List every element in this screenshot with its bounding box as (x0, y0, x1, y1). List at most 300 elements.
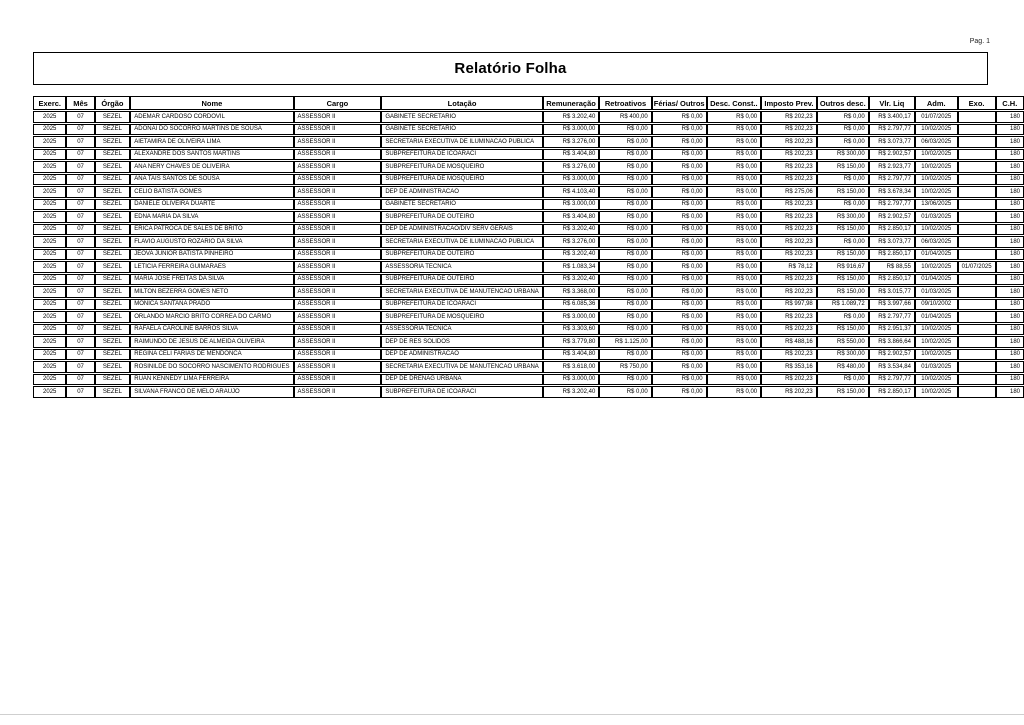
cell-remuneracao: R$ 3.000,00 (543, 311, 600, 323)
cell-retroativos: R$ 0,00 (599, 299, 651, 311)
cell-exerc: 2025 (33, 124, 66, 136)
column-header-remuneracao: Remuneração (543, 96, 600, 110)
cell-cargo: ASSESSOR II (294, 299, 382, 311)
column-header-outros-desc: Outros desc. (817, 96, 869, 110)
table-row (33, 374, 1024, 386)
table-row (33, 111, 1024, 123)
cell-mes: 07 (66, 311, 94, 323)
cell-lotacao: SECRETARIA EXECUTIVA DE MANUTENCAO URBANA (381, 361, 542, 373)
cell-lotacao: SECRETARIA EXECUTIVA DE ILUMINACAO PUBLICA (381, 136, 542, 148)
cell-lotacao: SECRETARIA EXECUTIVA DE MANUTENCAO URBANA (381, 286, 542, 298)
cell-adm: 10/02/2025 (915, 124, 958, 136)
table-row (33, 199, 1024, 211)
cell-cargo: ASSESSOR II (294, 311, 382, 323)
cell-exo (958, 286, 996, 298)
cell-ch: 180 (996, 361, 1024, 373)
cell-cargo: ASSESSOR II (294, 186, 382, 198)
cell-exerc: 2025 (33, 261, 66, 273)
cell-ferias-outros: R$ 0,00 (652, 299, 707, 311)
cell-vlr-liq: R$ 3.400,17 (869, 111, 915, 123)
cell-vlr-liq: R$ 3.678,34 (869, 186, 915, 198)
cell-nome: REGINA CELI FARIAS DE MENDONCA (130, 349, 293, 361)
cell-outros-desc: R$ 150,00 (817, 224, 869, 236)
cell-outros-desc: R$ 0,00 (817, 374, 869, 386)
column-header-orgao: Órgão (95, 96, 131, 110)
cell-ch: 180 (996, 174, 1024, 186)
cell-nome: RUAN KENNEDY LIMA FERREIRA (130, 374, 293, 386)
column-header-exerc: Exerc. (33, 96, 66, 110)
column-header-adm: Adm. (915, 96, 958, 110)
cell-ferias-outros: R$ 0,00 (652, 386, 707, 398)
cell-imposto-prev: R$ 202,23 (761, 111, 817, 123)
cell-exerc: 2025 (33, 174, 66, 186)
cell-ch: 180 (996, 349, 1024, 361)
cell-remuneracao: R$ 3.404,80 (543, 349, 600, 361)
cell-nome: ERICA PATROCA DE SALES DE BRITO (130, 224, 293, 236)
cell-ch: 180 (996, 199, 1024, 211)
cell-nome: ANA NERY CHAVES DE OLIVEIRA (130, 161, 293, 173)
cell-desc-const: R$ 0,00 (707, 374, 761, 386)
cell-imposto-prev: R$ 202,23 (761, 199, 817, 211)
cell-lotacao: DEP DE ADMINISTRACAO/DIV SERV GERAIS (381, 224, 542, 236)
cell-mes: 07 (66, 336, 94, 348)
cell-imposto-prev: R$ 202,23 (761, 124, 817, 136)
cell-imposto-prev: R$ 202,23 (761, 224, 817, 236)
cell-exo (958, 224, 996, 236)
cell-nome: ANA TAIS SANTOS DE SOUSA (130, 174, 293, 186)
cell-remuneracao: R$ 3.202,40 (543, 274, 600, 286)
table-row (33, 274, 1024, 286)
cell-cargo: ASSESSOR II (294, 286, 382, 298)
cell-mes: 07 (66, 111, 94, 123)
cell-vlr-liq: R$ 2.850,17 (869, 249, 915, 261)
cell-imposto-prev: R$ 202,23 (761, 274, 817, 286)
cell-imposto-prev: R$ 202,23 (761, 349, 817, 361)
table-row (33, 361, 1024, 373)
column-header-vlr-liq: Vlr. Liq (869, 96, 915, 110)
cell-mes: 07 (66, 274, 94, 286)
cell-ferias-outros: R$ 0,00 (652, 274, 707, 286)
cell-remuneracao: R$ 3.404,80 (543, 211, 600, 223)
cell-retroativos: R$ 400,00 (599, 111, 651, 123)
cell-nome: ADEMAR CARDOSO CORDOVIL (130, 111, 293, 123)
cell-exo (958, 386, 996, 398)
cell-vlr-liq: R$ 2.902,57 (869, 211, 915, 223)
column-header-mes: Mês (66, 96, 94, 110)
cell-lotacao: GABINETE SECRETARIO (381, 124, 542, 136)
cell-exerc: 2025 (33, 386, 66, 398)
cell-nome: MONICA SANTANA PRADO (130, 299, 293, 311)
cell-lotacao: GABINETE SECRETARIO (381, 199, 542, 211)
cell-remuneracao: R$ 3.276,00 (543, 236, 600, 248)
cell-remuneracao: R$ 3.618,00 (543, 361, 600, 373)
cell-mes: 07 (66, 386, 94, 398)
cell-orgao: SEZEL (95, 124, 131, 136)
cell-cargo: ASSESSOR II (294, 174, 382, 186)
cell-retroativos: R$ 0,00 (599, 261, 651, 273)
cell-orgao: SEZEL (95, 261, 131, 273)
cell-desc-const: R$ 0,00 (707, 161, 761, 173)
cell-exo (958, 174, 996, 186)
cell-cargo: ASSESSOR II (294, 274, 382, 286)
cell-desc-const: R$ 0,00 (707, 274, 761, 286)
cell-ch: 180 (996, 286, 1024, 298)
cell-adm: 09/10/2002 (915, 299, 958, 311)
cell-orgao: SEZEL (95, 299, 131, 311)
cell-vlr-liq: R$ 3.073,77 (869, 136, 915, 148)
cell-imposto-prev: R$ 275,06 (761, 186, 817, 198)
cell-ch: 180 (996, 149, 1024, 161)
cell-adm: 01/04/2025 (915, 311, 958, 323)
cell-imposto-prev: R$ 202,23 (761, 161, 817, 173)
cell-orgao: SEZEL (95, 161, 131, 173)
cell-mes: 07 (66, 124, 94, 136)
cell-ferias-outros: R$ 0,00 (652, 249, 707, 261)
cell-imposto-prev: R$ 202,23 (761, 374, 817, 386)
cell-exo (958, 349, 996, 361)
cell-ferias-outros: R$ 0,00 (652, 149, 707, 161)
table-row (33, 161, 1024, 173)
cell-retroativos: R$ 0,00 (599, 274, 651, 286)
cell-adm: 10/02/2025 (915, 324, 958, 336)
cell-exerc: 2025 (33, 136, 66, 148)
cell-exo (958, 161, 996, 173)
cell-retroativos: R$ 0,00 (599, 174, 651, 186)
cell-adm: 10/02/2025 (915, 186, 958, 198)
cell-orgao: SEZEL (95, 349, 131, 361)
cell-orgao: SEZEL (95, 211, 131, 223)
cell-vlr-liq: R$ 2.850,17 (869, 274, 915, 286)
cell-mes: 07 (66, 186, 94, 198)
cell-ferias-outros: R$ 0,00 (652, 174, 707, 186)
cell-ch: 180 (996, 336, 1024, 348)
cell-ferias-outros: R$ 0,00 (652, 261, 707, 273)
cell-remuneracao: R$ 3.404,80 (543, 149, 600, 161)
cell-remuneracao: R$ 6.085,36 (543, 299, 600, 311)
table-row (33, 349, 1024, 361)
table-row (33, 311, 1024, 323)
cell-desc-const: R$ 0,00 (707, 336, 761, 348)
cell-remuneracao: R$ 3.202,40 (543, 224, 600, 236)
cell-adm: 06/03/2025 (915, 136, 958, 148)
cell-cargo: ASSESSOR II (294, 361, 382, 373)
cell-desc-const: R$ 0,00 (707, 174, 761, 186)
cell-outros-desc: R$ 0,00 (817, 111, 869, 123)
cell-cargo: ASSESSOR II (294, 249, 382, 261)
cell-cargo: ASSESSOR II (294, 374, 382, 386)
cell-orgao: SEZEL (95, 186, 131, 198)
cell-outros-desc: R$ 150,00 (817, 286, 869, 298)
cell-exerc: 2025 (33, 224, 66, 236)
table-row (33, 261, 1024, 273)
cell-retroativos: R$ 0,00 (599, 349, 651, 361)
cell-desc-const: R$ 0,00 (707, 261, 761, 273)
cell-retroativos: R$ 0,00 (599, 186, 651, 198)
cell-orgao: SEZEL (95, 361, 131, 373)
cell-imposto-prev: R$ 353,16 (761, 361, 817, 373)
cell-outros-desc: R$ 150,00 (817, 386, 869, 398)
payroll-table (33, 95, 1024, 399)
cell-vlr-liq: R$ 88,55 (869, 261, 915, 273)
cell-lotacao: SECRETARIA EXECUTIVA DE ILUMINACAO PUBLICA (381, 236, 542, 248)
cell-desc-const: R$ 0,00 (707, 324, 761, 336)
cell-desc-const: R$ 0,00 (707, 149, 761, 161)
cell-imposto-prev: R$ 202,23 (761, 324, 817, 336)
column-header-ferias-outros: Férias/ Outros (652, 96, 707, 110)
cell-exo (958, 124, 996, 136)
cell-cargo: ASSESSOR II (294, 199, 382, 211)
cell-exerc: 2025 (33, 111, 66, 123)
table-row (33, 286, 1024, 298)
cell-adm: 01/03/2025 (915, 361, 958, 373)
cell-lotacao: SUBPREFEITURA DE OUTEIRO (381, 274, 542, 286)
cell-adm: 01/04/2025 (915, 274, 958, 286)
cell-ch: 180 (996, 124, 1024, 136)
cell-orgao: SEZEL (95, 224, 131, 236)
cell-ch: 180 (996, 374, 1024, 386)
cell-imposto-prev: R$ 202,23 (761, 136, 817, 148)
cell-mes: 07 (66, 199, 94, 211)
cell-lotacao: SUBPREFEITURA DE MOSQUEIRO (381, 174, 542, 186)
cell-outros-desc: R$ 550,00 (817, 336, 869, 348)
cell-lotacao: SUBPREFEITURA DE MOSQUEIRO (381, 311, 542, 323)
cell-cargo: ASSESSOR II (294, 111, 382, 123)
cell-desc-const: R$ 0,00 (707, 236, 761, 248)
cell-exerc: 2025 (33, 311, 66, 323)
cell-mes: 07 (66, 161, 94, 173)
cell-desc-const: R$ 0,00 (707, 361, 761, 373)
cell-vlr-liq: R$ 2.902,57 (869, 349, 915, 361)
payroll-table-header (33, 96, 1024, 110)
cell-remuneracao: R$ 3.000,00 (543, 374, 600, 386)
cell-lotacao: SUBPREFEITURA DE ICOARACI (381, 299, 542, 311)
cell-lotacao: GABINETE SECRETARIO (381, 111, 542, 123)
cell-orgao: SEZEL (95, 249, 131, 261)
column-header-exo: Exo. (958, 96, 996, 110)
page-number-label: Pag. 1 (969, 38, 990, 45)
cell-mes: 07 (66, 236, 94, 248)
cell-desc-const: R$ 0,00 (707, 249, 761, 261)
cell-ferias-outros: R$ 0,00 (652, 211, 707, 223)
table-row (33, 386, 1024, 398)
cell-vlr-liq: R$ 2.850,17 (869, 224, 915, 236)
cell-ferias-outros: R$ 0,00 (652, 136, 707, 148)
cell-outros-desc: R$ 300,00 (817, 349, 869, 361)
cell-cargo: ASSESSOR II (294, 136, 382, 148)
cell-adm: 10/02/2025 (915, 386, 958, 398)
table-row (33, 174, 1024, 186)
cell-mes: 07 (66, 174, 94, 186)
cell-exo (958, 374, 996, 386)
cell-ferias-outros: R$ 0,00 (652, 111, 707, 123)
cell-lotacao: DEP DE ADMINISTRACAO (381, 349, 542, 361)
cell-remuneracao: R$ 1.083,34 (543, 261, 600, 273)
cell-orgao: SEZEL (95, 386, 131, 398)
cell-ch: 180 (996, 186, 1024, 198)
cell-exerc: 2025 (33, 236, 66, 248)
column-header-desc-const: Desc. Const.. (707, 96, 761, 110)
cell-exerc: 2025 (33, 324, 66, 336)
table-row (33, 149, 1024, 161)
cell-exo (958, 249, 996, 261)
cell-adm: 01/04/2025 (915, 249, 958, 261)
cell-ch: 180 (996, 274, 1024, 286)
cell-cargo: ASSESSOR II (294, 261, 382, 273)
column-header-imposto-prev: Imposto Prev. (761, 96, 817, 110)
table-row (33, 186, 1024, 198)
cell-exo: 01/07/2025 (958, 261, 996, 273)
cell-retroativos: R$ 0,00 (599, 211, 651, 223)
cell-outros-desc: R$ 0,00 (817, 174, 869, 186)
cell-vlr-liq: R$ 3.073,77 (869, 236, 915, 248)
cell-lotacao: SUBPREFEITURA DE ICOARACI (381, 149, 542, 161)
cell-lotacao: SUBPREFEITURA DE ICOARACI (381, 386, 542, 398)
cell-desc-const: R$ 0,00 (707, 186, 761, 198)
cell-remuneracao: R$ 3.368,00 (543, 286, 600, 298)
cell-exo (958, 274, 996, 286)
cell-retroativos: R$ 0,00 (599, 161, 651, 173)
cell-exo (958, 336, 996, 348)
cell-orgao: SEZEL (95, 111, 131, 123)
header-row (33, 96, 1024, 110)
cell-cargo: ASSESSOR II (294, 324, 382, 336)
cell-nome: CELIO BATISTA GOMES (130, 186, 293, 198)
cell-ferias-outros: R$ 0,00 (652, 124, 707, 136)
cell-ch: 180 (996, 299, 1024, 311)
cell-exerc: 2025 (33, 274, 66, 286)
cell-nome: ROSINILDE DO SOCORRO NASCIMENTO RODRIGUES (130, 361, 293, 373)
cell-mes: 07 (66, 286, 94, 298)
cell-imposto-prev: R$ 78,12 (761, 261, 817, 273)
cell-imposto-prev: R$ 488,16 (761, 336, 817, 348)
cell-exo (958, 236, 996, 248)
cell-adm: 01/03/2025 (915, 286, 958, 298)
cell-adm: 10/02/2025 (915, 224, 958, 236)
cell-exerc: 2025 (33, 211, 66, 223)
cell-cargo: ASSESSOR II (294, 161, 382, 173)
cell-desc-const: R$ 0,00 (707, 286, 761, 298)
cell-desc-const: R$ 0,00 (707, 224, 761, 236)
cell-remuneracao: R$ 3.000,00 (543, 174, 600, 186)
cell-outros-desc: R$ 150,00 (817, 274, 869, 286)
cell-retroativos: R$ 1.125,00 (599, 336, 651, 348)
cell-vlr-liq: R$ 3.015,77 (869, 286, 915, 298)
column-header-ch: C.H. (996, 96, 1024, 110)
cell-adm: 06/03/2025 (915, 236, 958, 248)
cell-adm: 13/06/2025 (915, 199, 958, 211)
cell-exo (958, 149, 996, 161)
cell-retroativos: R$ 0,00 (599, 324, 651, 336)
cell-outros-desc: R$ 0,00 (817, 236, 869, 248)
cell-exo (958, 186, 996, 198)
cell-ferias-outros: R$ 0,00 (652, 199, 707, 211)
cell-vlr-liq: R$ 2.797,77 (869, 124, 915, 136)
column-header-retroativos: Retroativos (599, 96, 651, 110)
cell-vlr-liq: R$ 2.951,37 (869, 324, 915, 336)
cell-mes: 07 (66, 224, 94, 236)
cell-nome: AIETAMIRA DE OLIVEIRA LIMA (130, 136, 293, 148)
cell-adm: 10/02/2025 (915, 336, 958, 348)
cell-imposto-prev: R$ 997,98 (761, 299, 817, 311)
cell-exo (958, 311, 996, 323)
cell-desc-const: R$ 0,00 (707, 386, 761, 398)
cell-exerc: 2025 (33, 374, 66, 386)
cell-adm: 10/02/2025 (915, 149, 958, 161)
cell-ch: 180 (996, 161, 1024, 173)
table-row (33, 211, 1024, 223)
cell-ferias-outros: R$ 0,00 (652, 361, 707, 373)
table-row (33, 336, 1024, 348)
cell-orgao: SEZEL (95, 374, 131, 386)
cell-orgao: SEZEL (95, 286, 131, 298)
cell-vlr-liq: R$ 2.850,17 (869, 386, 915, 398)
cell-ch: 180 (996, 249, 1024, 261)
cell-ch: 180 (996, 324, 1024, 336)
table-row (33, 136, 1024, 148)
cell-ch: 180 (996, 261, 1024, 273)
cell-vlr-liq: R$ 2.797,77 (869, 199, 915, 211)
cell-ferias-outros: R$ 0,00 (652, 286, 707, 298)
cell-adm: 10/02/2025 (915, 349, 958, 361)
cell-lotacao: SUBPREFEITURA DE OUTEIRO (381, 249, 542, 261)
cell-remuneracao: R$ 3.202,40 (543, 386, 600, 398)
cell-outros-desc: R$ 150,00 (817, 249, 869, 261)
cell-cargo: ASSESSOR II (294, 211, 382, 223)
table-row (33, 124, 1024, 136)
cell-exerc: 2025 (33, 186, 66, 198)
cell-outros-desc: R$ 300,00 (817, 211, 869, 223)
cell-exo (958, 199, 996, 211)
cell-outros-desc: R$ 150,00 (817, 186, 869, 198)
cell-exerc: 2025 (33, 149, 66, 161)
cell-outros-desc: R$ 0,00 (817, 199, 869, 211)
cell-adm: 01/03/2025 (915, 211, 958, 223)
cell-outros-desc: R$ 1.089,72 (817, 299, 869, 311)
cell-mes: 07 (66, 249, 94, 261)
cell-exo (958, 211, 996, 223)
cell-mes: 07 (66, 149, 94, 161)
cell-exerc: 2025 (33, 286, 66, 298)
cell-desc-const: R$ 0,00 (707, 124, 761, 136)
cell-retroativos: R$ 0,00 (599, 124, 651, 136)
cell-orgao: SEZEL (95, 236, 131, 248)
cell-outros-desc: R$ 916,67 (817, 261, 869, 273)
cell-ferias-outros: R$ 0,00 (652, 161, 707, 173)
cell-imposto-prev: R$ 202,23 (761, 286, 817, 298)
cell-mes: 07 (66, 349, 94, 361)
cell-lotacao: ASSESSORIA TECNICA (381, 324, 542, 336)
table-row (33, 236, 1024, 248)
cell-ch: 180 (996, 111, 1024, 123)
cell-exo (958, 111, 996, 123)
cell-cargo: ASSESSOR II (294, 336, 382, 348)
cell-nome: MARIA JOSE FREITAS DA SILVA (130, 274, 293, 286)
cell-remuneracao: R$ 3.276,00 (543, 161, 600, 173)
cell-mes: 07 (66, 299, 94, 311)
table-row (33, 299, 1024, 311)
cell-orgao: SEZEL (95, 174, 131, 186)
cell-exerc: 2025 (33, 199, 66, 211)
cell-nome: RAIMUNDO DE JESUS DE ALMEIDA OLIVEIRA (130, 336, 293, 348)
cell-vlr-liq: R$ 3.997,66 (869, 299, 915, 311)
cell-imposto-prev: R$ 202,23 (761, 149, 817, 161)
cell-exo (958, 299, 996, 311)
cell-desc-const: R$ 0,00 (707, 136, 761, 148)
cell-orgao: SEZEL (95, 136, 131, 148)
table-row (33, 224, 1024, 236)
cell-mes: 07 (66, 261, 94, 273)
cell-orgao: SEZEL (95, 199, 131, 211)
